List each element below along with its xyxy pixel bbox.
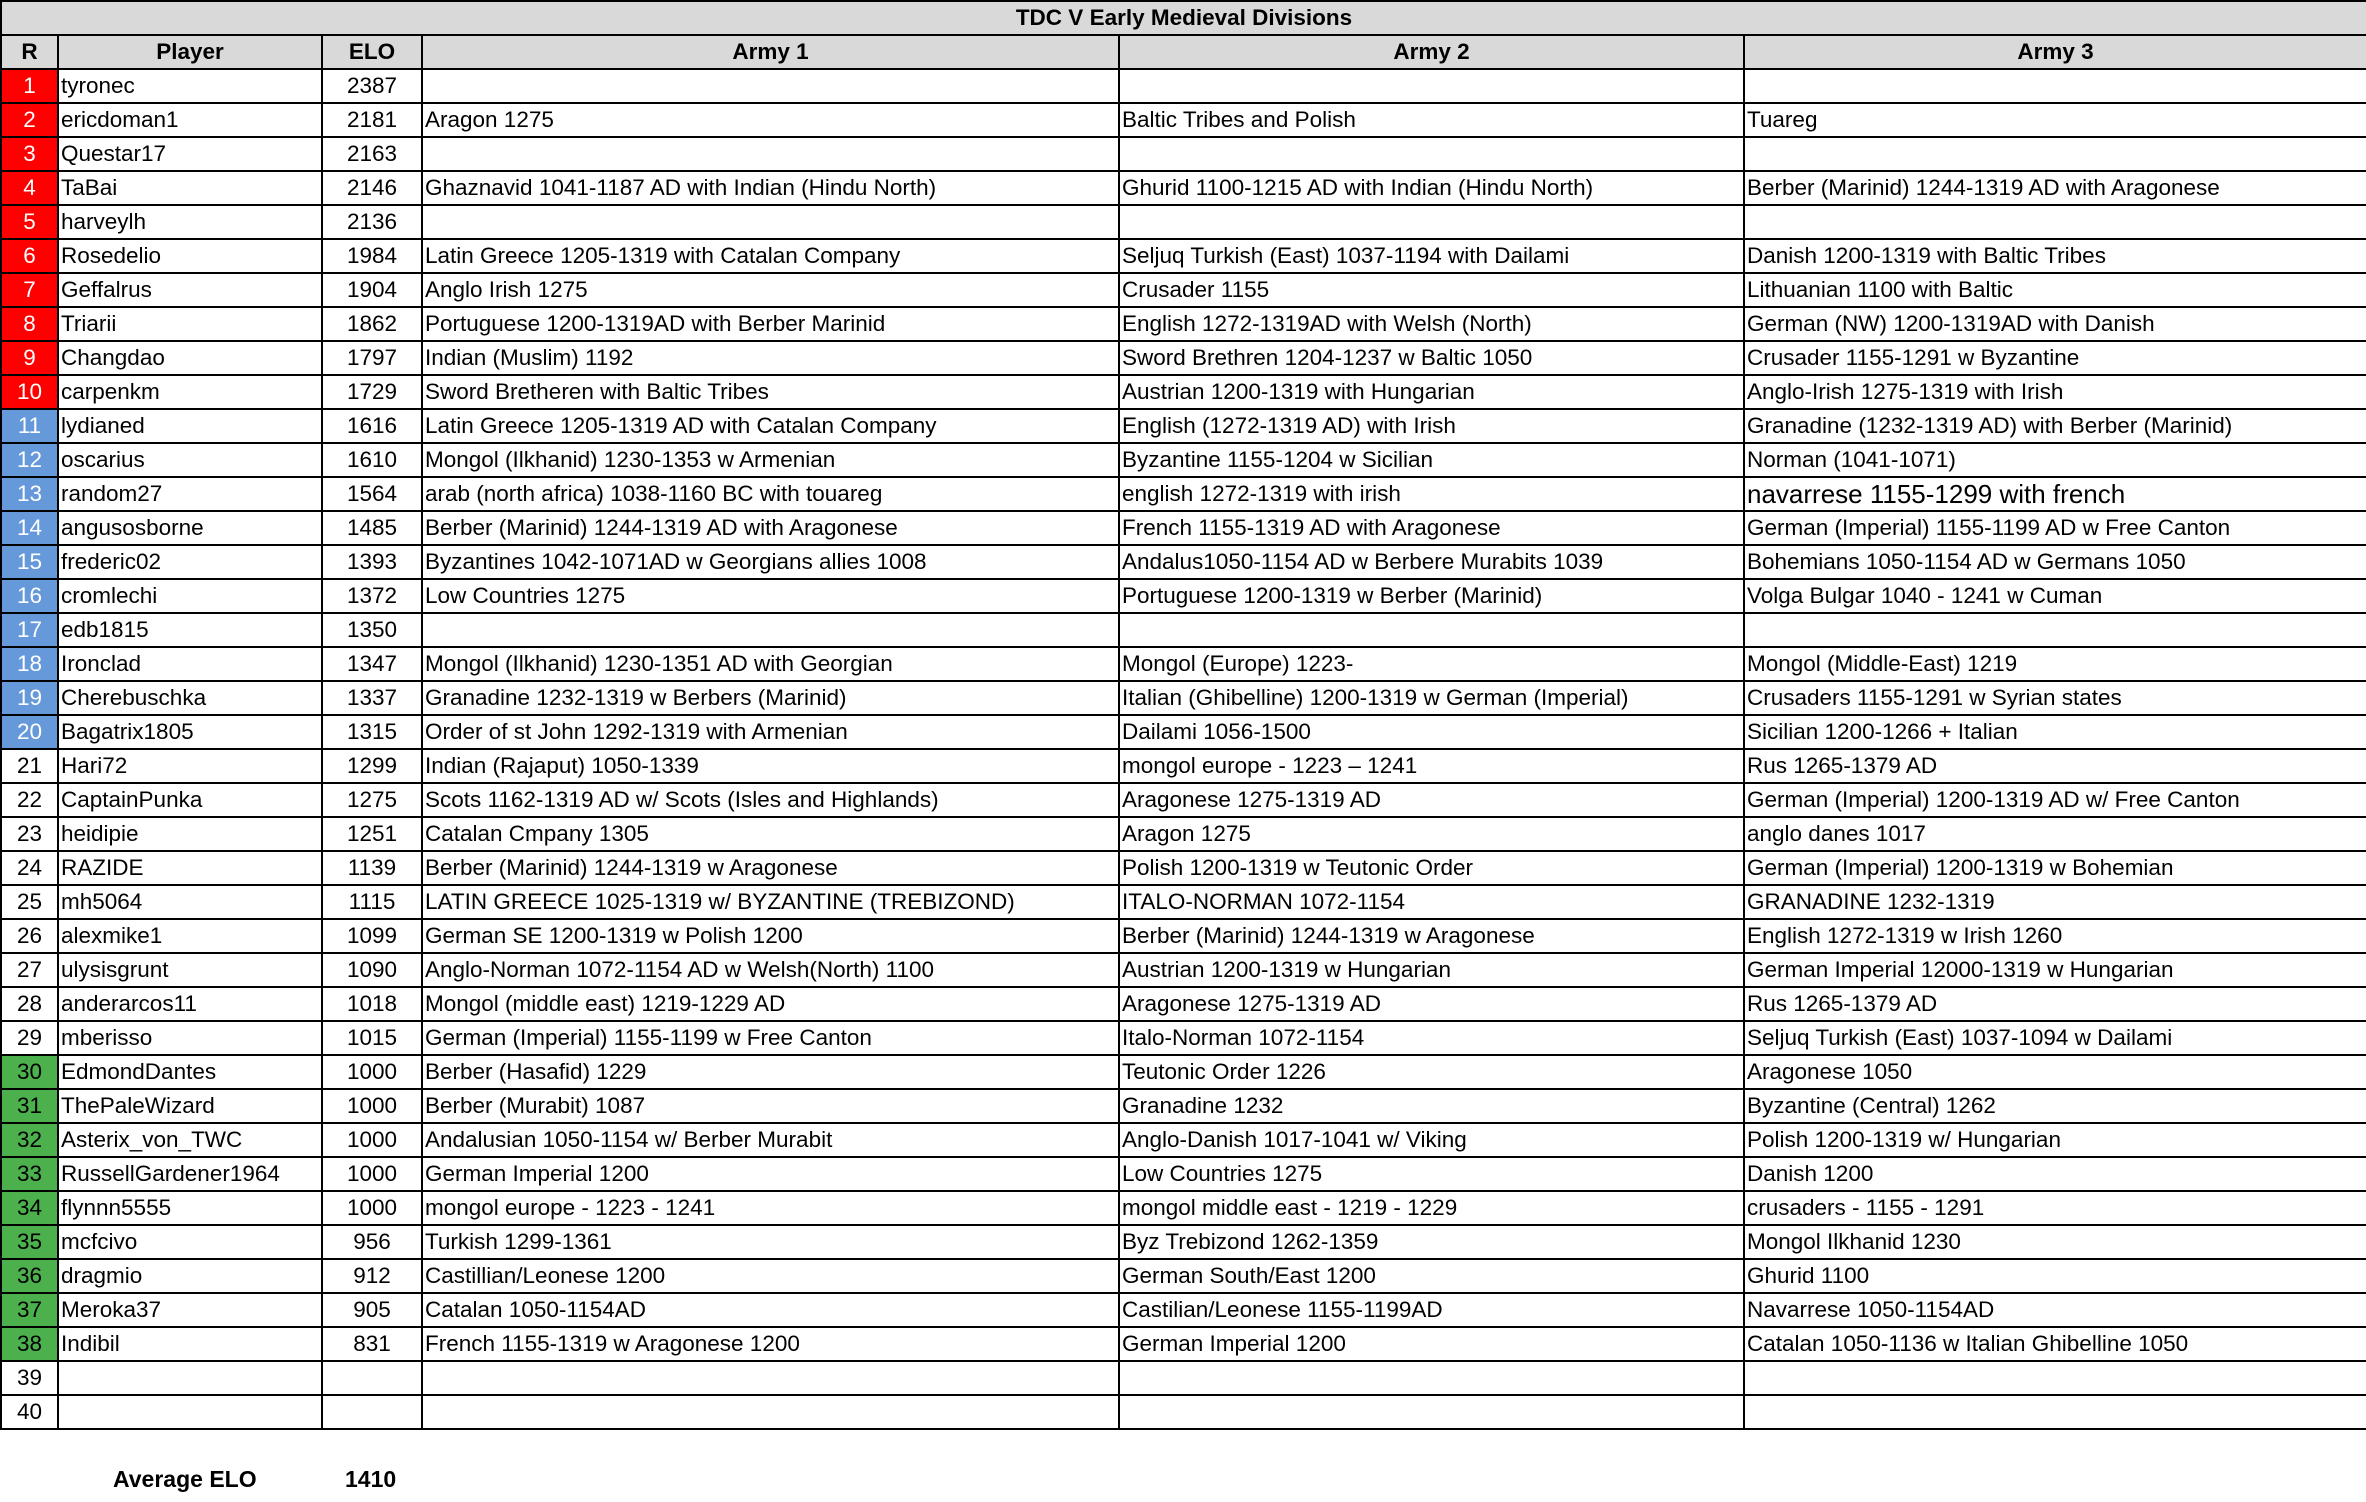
army1-cell[interactable] (422, 1361, 1119, 1395)
army2-cell[interactable]: Ghurid 1100-1215 AD with Indian (Hindu North) (1119, 171, 1744, 205)
average-elo (0, 1460, 600, 1500)
army3-cell[interactable]: Navarrese 1050-1154AD (1744, 1293, 2366, 1327)
rank-cell[interactable]: 2 (1, 103, 58, 137)
average-elo-value: 1410 (345, 1466, 397, 1492)
army2-cell[interactable]: Austrian 1200-1319 w Hungarian (1119, 953, 1744, 987)
player-cell[interactable]: Indibil (58, 1327, 322, 1361)
table-row (1, 1361, 2366, 1395)
army1-cell[interactable]: Anglo-Norman 1072-1154 AD w Welsh(North) 1100 (422, 953, 1119, 987)
rank-cell[interactable]: 31 (1, 1089, 58, 1123)
table-row (1, 681, 2366, 715)
table-row (1, 579, 2366, 613)
army2-cell[interactable]: Italian (Ghibelline) 1200-1319 w German (Imperial) (1119, 681, 1744, 715)
army3-cell[interactable]: Crusaders 1155-1291 w Syrian states (1744, 681, 2366, 715)
player-cell[interactable]: mcfcivo (58, 1225, 322, 1259)
rank-cell[interactable]: 5 (1, 205, 58, 239)
army2-cell[interactable]: Anglo-Danish 1017-1041 w/ Viking (1119, 1123, 1744, 1157)
army3-cell[interactable] (1744, 613, 2366, 647)
player-cell[interactable]: Cherebuschka (58, 681, 322, 715)
table-row (1, 171, 2366, 205)
army2-cell[interactable]: Low Countries 1275 (1119, 1157, 1744, 1191)
table-row (1, 443, 2366, 477)
elo-cell[interactable]: 1862 (322, 307, 422, 341)
elo-cell[interactable]: 1350 (322, 613, 422, 647)
elo-cell[interactable]: 1315 (322, 715, 422, 749)
army3-cell[interactable]: navarrese 1155-1299 with french (1744, 477, 2366, 511)
player-cell[interactable]: TaBai (58, 171, 322, 205)
elo-cell[interactable]: 1797 (322, 341, 422, 375)
elo-cell[interactable]: 1564 (322, 477, 422, 511)
elo-cell[interactable] (322, 1395, 422, 1429)
elo-cell[interactable]: 956 (322, 1225, 422, 1259)
rank-cell[interactable]: 34 (1, 1191, 58, 1225)
elo-cell[interactable]: 1000 (322, 1055, 422, 1089)
elo-cell[interactable]: 1099 (322, 919, 422, 953)
rank-cell[interactable]: 32 (1, 1123, 58, 1157)
elo-cell[interactable]: 1000 (322, 1123, 422, 1157)
player-cell[interactable]: random27 (58, 477, 322, 511)
army3-cell[interactable]: anglo danes 1017 (1744, 817, 2366, 851)
army3-cell[interactable]: Ghurid 1100 (1744, 1259, 2366, 1293)
player-cell[interactable]: ulysisgrunt (58, 953, 322, 987)
elo-cell[interactable]: 1299 (322, 749, 422, 783)
player-cell[interactable]: Hari72 (58, 749, 322, 783)
army2-cell[interactable]: English 1272-1319AD with Welsh (North) (1119, 307, 1744, 341)
army2-cell[interactable]: French 1155-1319 AD with Aragonese (1119, 511, 1744, 545)
table-row (1, 749, 2366, 783)
rank-cell[interactable]: 12 (1, 443, 58, 477)
player-cell[interactable]: carpenkm (58, 375, 322, 409)
elo-cell[interactable]: 1372 (322, 579, 422, 613)
header-elo[interactable]: ELO (322, 35, 422, 69)
army3-cell[interactable]: Catalan 1050-1136 w Italian Ghibelline 1050 (1744, 1327, 2366, 1361)
army2-cell[interactable]: Aragonese 1275-1319 AD (1119, 783, 1744, 817)
table-row (1, 1259, 2366, 1293)
army3-cell[interactable]: crusaders - 1155 - 1291 (1744, 1191, 2366, 1225)
table-row (1, 987, 2366, 1021)
table-row (1, 341, 2366, 375)
army1-cell[interactable]: Andalusian 1050-1154 w/ Berber Murabit (422, 1123, 1119, 1157)
elo-cell[interactable]: 1000 (322, 1089, 422, 1123)
army3-cell[interactable]: English 1272-1319 w Irish 1260 (1744, 919, 2366, 953)
player-cell[interactable]: Asterix_von_TWC (58, 1123, 322, 1157)
table-row (1, 375, 2366, 409)
header-player[interactable]: Player (58, 35, 322, 69)
army2-cell[interactable]: Polish 1200-1319 w Teutonic Order (1119, 851, 1744, 885)
elo-cell[interactable]: 1000 (322, 1191, 422, 1225)
elo-cell[interactable]: 1251 (322, 817, 422, 851)
player-cell[interactable]: Ironclad (58, 647, 322, 681)
elo-cell[interactable]: 1347 (322, 647, 422, 681)
player-cell[interactable]: CaptainPunka (58, 783, 322, 817)
player-cell[interactable]: Bagatrix1805 (58, 715, 322, 749)
army2-cell[interactable]: Baltic Tribes and Polish (1119, 103, 1744, 137)
army1-cell[interactable]: Scots 1162-1319 AD w/ Scots (Isles and Highlands) (422, 783, 1119, 817)
table-row (1, 1293, 2366, 1327)
army1-cell[interactable]: German (Imperial) 1155-1199 w Free Canton (422, 1021, 1119, 1055)
army3-cell[interactable] (1744, 69, 2366, 103)
army2-cell[interactable]: mongol middle east - 1219 - 1229 (1119, 1191, 1744, 1225)
army1-cell[interactable] (422, 1395, 1119, 1429)
army3-cell[interactable]: Seljuq Turkish (East) 1037-1094 w Dailami (1744, 1021, 2366, 1055)
elo-cell[interactable]: 1984 (322, 239, 422, 273)
player-cell[interactable] (58, 1361, 322, 1395)
army3-cell[interactable]: German (Imperial) 1200-1319 w Bohemian (1744, 851, 2366, 885)
rank-cell[interactable]: 6 (1, 239, 58, 273)
player-cell[interactable]: anderarcos11 (58, 987, 322, 1021)
header-row (1, 35, 2366, 69)
army1-cell[interactable]: Berber (Marinid) 1244-1319 w Aragonese (422, 851, 1119, 885)
army3-cell[interactable] (1744, 1395, 2366, 1429)
player-cell[interactable]: frederic02 (58, 545, 322, 579)
table-row (1, 953, 2366, 987)
army1-cell[interactable]: Order of st John 1292-1319 with Armenian (422, 715, 1119, 749)
rank-cell[interactable]: 20 (1, 715, 58, 749)
army3-cell[interactable]: Lithuanian 1100 with Baltic (1744, 273, 2366, 307)
rank-cell[interactable]: 35 (1, 1225, 58, 1259)
elo-cell[interactable]: 1018 (322, 987, 422, 1021)
rank-cell[interactable]: 4 (1, 171, 58, 205)
elo-cell[interactable]: 2181 (322, 103, 422, 137)
player-cell[interactable]: Changdao (58, 341, 322, 375)
table-row (1, 69, 2366, 103)
elo-cell[interactable]: 1015 (322, 1021, 422, 1055)
army3-cell[interactable]: Mongol (Middle-East) 1219 (1744, 647, 2366, 681)
player-cell[interactable]: ericdoman1 (58, 103, 322, 137)
elo-cell[interactable]: 2387 (322, 69, 422, 103)
elo-cell[interactable]: 1729 (322, 375, 422, 409)
elo-cell[interactable] (322, 1361, 422, 1395)
rank-cell[interactable]: 21 (1, 749, 58, 783)
player-cell[interactable]: angusosborne (58, 511, 322, 545)
army2-cell[interactable] (1119, 69, 1744, 103)
elo-cell[interactable]: 1485 (322, 511, 422, 545)
table-row (1, 817, 2366, 851)
table-row (1, 1395, 2366, 1429)
army1-cell[interactable]: Catalan Cmpany 1305 (422, 817, 1119, 851)
table-row (1, 613, 2366, 647)
army3-cell[interactable]: Aragonese 1050 (1744, 1055, 2366, 1089)
army3-cell[interactable]: German (Imperial) 1155-1199 AD w Free Canton (1744, 511, 2366, 545)
rank-cell[interactable]: 39 (1, 1361, 58, 1395)
army1-cell[interactable]: Catalan 1050-1154AD (422, 1293, 1119, 1327)
table-row (1, 239, 2366, 273)
army2-cell[interactable]: Granadine 1232 (1119, 1089, 1744, 1123)
army3-cell[interactable] (1744, 1361, 2366, 1395)
army1-cell[interactable] (422, 613, 1119, 647)
player-cell[interactable]: Triarii (58, 307, 322, 341)
army1-cell[interactable]: mongol europe - 1223 - 1241 (422, 1191, 1119, 1225)
rank-cell[interactable]: 38 (1, 1327, 58, 1361)
table-row (1, 137, 2366, 171)
player-cell[interactable]: cromlechi (58, 579, 322, 613)
table-row (1, 307, 2366, 341)
army1-cell[interactable] (422, 69, 1119, 103)
army1-cell[interactable]: Indian (Rajaput) 1050-1339 (422, 749, 1119, 783)
army3-cell[interactable] (1744, 205, 2366, 239)
header-rank[interactable]: R (1, 35, 58, 69)
army1-cell[interactable]: Mongol (Ilkhanid) 1230-1351 AD with Georgian (422, 647, 1119, 681)
army2-cell[interactable]: Teutonic Order 1226 (1119, 1055, 1744, 1089)
army2-cell[interactable]: Sword Brethren 1204-1237 w Baltic 1050 (1119, 341, 1744, 375)
table-row (1, 1157, 2366, 1191)
elo-cell[interactable]: 1393 (322, 545, 422, 579)
rank-cell[interactable]: 28 (1, 987, 58, 1021)
elo-cell[interactable]: 1000 (322, 1157, 422, 1191)
rank-cell[interactable]: 29 (1, 1021, 58, 1055)
army3-cell[interactable]: Mongol Ilkhanid 1230 (1744, 1225, 2366, 1259)
army1-cell[interactable]: French 1155-1319 w Aragonese 1200 (422, 1327, 1119, 1361)
rank-cell[interactable]: 33 (1, 1157, 58, 1191)
army1-cell[interactable]: arab (north africa) 1038-1160 BC with touareg (422, 477, 1119, 511)
elo-cell[interactable]: 1904 (322, 273, 422, 307)
table-row (1, 409, 2366, 443)
rank-cell[interactable]: 16 (1, 579, 58, 613)
army3-cell[interactable]: Bohemians 1050-1154 AD w Germans 1050 (1744, 545, 2366, 579)
army3-cell[interactable]: Tuareg (1744, 103, 2366, 137)
sheet-title: TDC V Early Medieval Divisions (1, 1, 2366, 35)
player-cell[interactable]: edb1815 (58, 613, 322, 647)
army2-cell[interactable]: mongol europe - 1223 – 1241 (1119, 749, 1744, 783)
player-cell[interactable]: Questar17 (58, 137, 322, 171)
table-row (1, 647, 2366, 681)
rank-cell[interactable]: 37 (1, 1293, 58, 1327)
army1-cell[interactable]: Aragon 1275 (422, 103, 1119, 137)
rank-cell[interactable]: 23 (1, 817, 58, 851)
elo-cell[interactable]: 2163 (322, 137, 422, 171)
rank-cell[interactable]: 11 (1, 409, 58, 443)
army1-cell[interactable]: Latin Greece 1205-1319 AD with Catalan Company (422, 409, 1119, 443)
table-row (1, 885, 2366, 919)
rank-cell[interactable]: 30 (1, 1055, 58, 1089)
player-cell[interactable]: heidipie (58, 817, 322, 851)
elo-cell[interactable]: 905 (322, 1293, 422, 1327)
army2-cell[interactable]: Byzantine 1155-1204 w Sicilian (1119, 443, 1744, 477)
rank-cell[interactable]: 1 (1, 69, 58, 103)
army2-cell[interactable]: Berber (Marinid) 1244-1319 w Aragonese (1119, 919, 1744, 953)
elo-cell[interactable]: 1616 (322, 409, 422, 443)
table-row (1, 1021, 2366, 1055)
rank-cell[interactable]: 26 (1, 919, 58, 953)
table-row (1, 1089, 2366, 1123)
army3-cell[interactable] (1744, 137, 2366, 171)
elo-cell[interactable]: 1610 (322, 443, 422, 477)
elo-cell[interactable]: 1337 (322, 681, 422, 715)
army2-cell[interactable] (1119, 613, 1744, 647)
elo-cell[interactable]: 2146 (322, 171, 422, 205)
player-cell[interactable]: ThePaleWizard (58, 1089, 322, 1123)
table-row (1, 477, 2366, 511)
army1-cell[interactable]: LATIN GREECE 1025-1319 w/ BYZANTINE (TREBIZOND) (422, 885, 1119, 919)
army1-cell[interactable]: German Imperial 1200 (422, 1157, 1119, 1191)
army2-cell[interactable]: Aragonese 1275-1319 AD (1119, 987, 1744, 1021)
player-cell[interactable]: Meroka37 (58, 1293, 322, 1327)
elo-cell[interactable]: 1090 (322, 953, 422, 987)
header-army3[interactable]: Army 3 (1744, 35, 2366, 69)
table-row (1, 1123, 2366, 1157)
player-cell[interactable]: RussellGardener1964 (58, 1157, 322, 1191)
table-row (1, 919, 2366, 953)
table-row (1, 1327, 2366, 1361)
army1-cell[interactable]: Castillian/Leonese 1200 (422, 1259, 1119, 1293)
elo-cell[interactable]: 2136 (322, 205, 422, 239)
player-cell[interactable]: dragmio (58, 1259, 322, 1293)
rank-cell[interactable]: 15 (1, 545, 58, 579)
army1-cell[interactable]: Berber (Hasafid) 1229 (422, 1055, 1119, 1089)
army3-cell[interactable]: Byzantine (Central) 1262 (1744, 1089, 2366, 1123)
army2-cell[interactable]: ITALO-NORMAN 1072-1154 (1119, 885, 1744, 919)
table-row (1, 103, 2366, 137)
rank-cell[interactable]: 17 (1, 613, 58, 647)
table-row (1, 851, 2366, 885)
elo-cell[interactable]: 1115 (322, 885, 422, 919)
army1-cell[interactable]: Mongol (middle east) 1219-1229 AD (422, 987, 1119, 1021)
army2-cell[interactable]: Dailami 1056-1500 (1119, 715, 1744, 749)
army2-cell[interactable]: Italo-Norman 1072-1154 (1119, 1021, 1744, 1055)
table-row (1, 1055, 2366, 1089)
army2-cell[interactable]: Austrian 1200-1319 with Hungarian (1119, 375, 1744, 409)
army2-cell[interactable] (1119, 205, 1744, 239)
player-cell[interactable]: harveylh (58, 205, 322, 239)
player-cell[interactable]: EdmondDantes (58, 1055, 322, 1089)
army3-cell[interactable]: Rus 1265-1379 AD (1744, 987, 2366, 1021)
player-cell[interactable] (58, 1395, 322, 1429)
army3-cell[interactable]: Norman (1041-1071) (1744, 443, 2366, 477)
army1-cell[interactable]: Low Countries 1275 (422, 579, 1119, 613)
rank-cell[interactable]: 40 (1, 1395, 58, 1429)
player-cell[interactable]: mberisso (58, 1021, 322, 1055)
rank-cell[interactable]: 14 (1, 511, 58, 545)
army2-cell[interactable] (1119, 1361, 1744, 1395)
army3-cell[interactable]: Granadine (1232-1319 AD) with Berber (Marinid) (1744, 409, 2366, 443)
elo-cell[interactable]: 1139 (322, 851, 422, 885)
army3-cell[interactable]: German (NW) 1200-1319AD with Danish (1744, 307, 2366, 341)
army2-cell[interactable]: Andalus1050-1154 AD w Berbere Murabits 1039 (1119, 545, 1744, 579)
rank-cell[interactable]: 3 (1, 137, 58, 171)
army2-cell[interactable]: English (1272-1319 AD) with Irish (1119, 409, 1744, 443)
army2-cell[interactable]: German Imperial 1200 (1119, 1327, 1744, 1361)
army3-cell[interactable]: Danish 1200-1319 with Baltic Tribes (1744, 239, 2366, 273)
army3-cell[interactable]: GRANADINE 1232-1319 (1744, 885, 2366, 919)
player-cell[interactable]: mh5064 (58, 885, 322, 919)
army1-cell[interactable]: German SE 1200-1319 w Polish 1200 (422, 919, 1119, 953)
army3-cell[interactable]: Crusader 1155-1291 w Byzantine (1744, 341, 2366, 375)
elo-cell[interactable]: 1275 (322, 783, 422, 817)
elo-cell[interactable]: 831 (322, 1327, 422, 1361)
army2-cell[interactable] (1119, 1395, 1744, 1429)
table-row (1, 205, 2366, 239)
army2-cell[interactable] (1119, 137, 1744, 171)
elo-cell[interactable]: 912 (322, 1259, 422, 1293)
rank-cell[interactable]: 36 (1, 1259, 58, 1293)
army3-cell[interactable]: Sicilian 1200-1266 + Italian (1744, 715, 2366, 749)
army2-cell[interactable]: Byz Trebizond 1262-1359 (1119, 1225, 1744, 1259)
player-cell[interactable]: oscarius (58, 443, 322, 477)
rank-cell[interactable]: 25 (1, 885, 58, 919)
player-cell[interactable]: RAZIDE (58, 851, 322, 885)
army1-cell[interactable]: Ghaznavid 1041-1187 AD with Indian (Hindu North) (422, 171, 1119, 205)
army2-cell[interactable]: Portuguese 1200-1319 w Berber (Marinid) (1119, 579, 1744, 613)
table-row (1, 273, 2366, 307)
table-row (1, 545, 2366, 579)
army2-cell[interactable]: Seljuq Turkish (East) 1037-1194 with Dailami (1119, 239, 1744, 273)
army2-cell[interactable]: German South/East 1200 (1119, 1259, 1744, 1293)
header-army2[interactable]: Army 2 (1119, 35, 1744, 69)
title-row (1, 1, 2366, 35)
player-cell[interactable]: tyronec (58, 69, 322, 103)
rank-cell[interactable]: 9 (1, 341, 58, 375)
average-elo-label: Average ELO (113, 1466, 257, 1492)
army1-cell[interactable]: Mongol (Ilkhanid) 1230-1353 w Armenian (422, 443, 1119, 477)
table-row (1, 783, 2366, 817)
army1-cell[interactable]: Turkish 1299-1361 (422, 1225, 1119, 1259)
player-cell[interactable]: lydianed (58, 409, 322, 443)
army1-cell[interactable]: Latin Greece 1205-1319 with Catalan Company (422, 239, 1119, 273)
rank-cell[interactable]: 10 (1, 375, 58, 409)
army1-cell[interactable]: Berber (Murabit) 1087 (422, 1089, 1119, 1123)
rank-cell[interactable]: 7 (1, 273, 58, 307)
army2-cell[interactable]: Aragon 1275 (1119, 817, 1744, 851)
rank-cell[interactable]: 13 (1, 477, 58, 511)
army3-cell[interactable]: Rus 1265-1379 AD (1744, 749, 2366, 783)
header-army1[interactable]: Army 1 (422, 35, 1119, 69)
player-cell[interactable]: Geffalrus (58, 273, 322, 307)
rank-cell[interactable]: 18 (1, 647, 58, 681)
player-cell[interactable]: alexmike1 (58, 919, 322, 953)
army3-cell[interactable]: Danish 1200 (1744, 1157, 2366, 1191)
army3-cell[interactable]: Anglo-Irish 1275-1319 with Irish (1744, 375, 2366, 409)
army3-cell[interactable]: Volga Bulgar 1040 - 1241 w Cuman (1744, 579, 2366, 613)
army1-cell[interactable]: Granadine 1232-1319 w Berbers (Marinid) (422, 681, 1119, 715)
army3-cell[interactable]: Berber (Marinid) 1244-1319 AD with Aragonese (1744, 171, 2366, 205)
army3-cell[interactable]: Polish 1200-1319 w/ Hungarian (1744, 1123, 2366, 1157)
army1-cell[interactable]: Byzantines 1042-1071AD w Georgians allies 1008 (422, 545, 1119, 579)
army2-cell[interactable]: Mongol (Europe) 1223- (1119, 647, 1744, 681)
rank-cell[interactable]: 24 (1, 851, 58, 885)
army1-cell[interactable]: Portuguese 1200-1319AD with Berber Marinid (422, 307, 1119, 341)
player-cell[interactable]: Rosedelio (58, 239, 322, 273)
rank-cell[interactable]: 22 (1, 783, 58, 817)
army1-cell[interactable]: Sword Bretheren with Baltic Tribes (422, 375, 1119, 409)
rank-cell[interactable]: 8 (1, 307, 58, 341)
rank-cell[interactable]: 27 (1, 953, 58, 987)
table-row (1, 1191, 2366, 1225)
army3-cell[interactable]: German Imperial 12000-1319 w Hungarian (1744, 953, 2366, 987)
army1-cell[interactable]: Anglo Irish 1275 (422, 273, 1119, 307)
table-row (1, 715, 2366, 749)
army3-cell[interactable]: German (Imperial) 1200-1319 AD w/ Free Canton (1744, 783, 2366, 817)
army2-cell[interactable]: Castilian/Leonese 1155-1199AD (1119, 1293, 1744, 1327)
army1-cell[interactable]: Indian (Muslim) 1192 (422, 341, 1119, 375)
army2-cell[interactable]: english 1272-1319 with irish (1119, 477, 1744, 511)
table-row (1, 511, 2366, 545)
army1-cell[interactable]: Berber (Marinid) 1244-1319 AD with Aragonese (422, 511, 1119, 545)
army1-cell[interactable] (422, 205, 1119, 239)
rank-cell[interactable]: 19 (1, 681, 58, 715)
table-row (1, 1225, 2366, 1259)
army1-cell[interactable] (422, 137, 1119, 171)
player-cell[interactable]: flynnn5555 (58, 1191, 322, 1225)
army2-cell[interactable]: Crusader 1155 (1119, 273, 1744, 307)
